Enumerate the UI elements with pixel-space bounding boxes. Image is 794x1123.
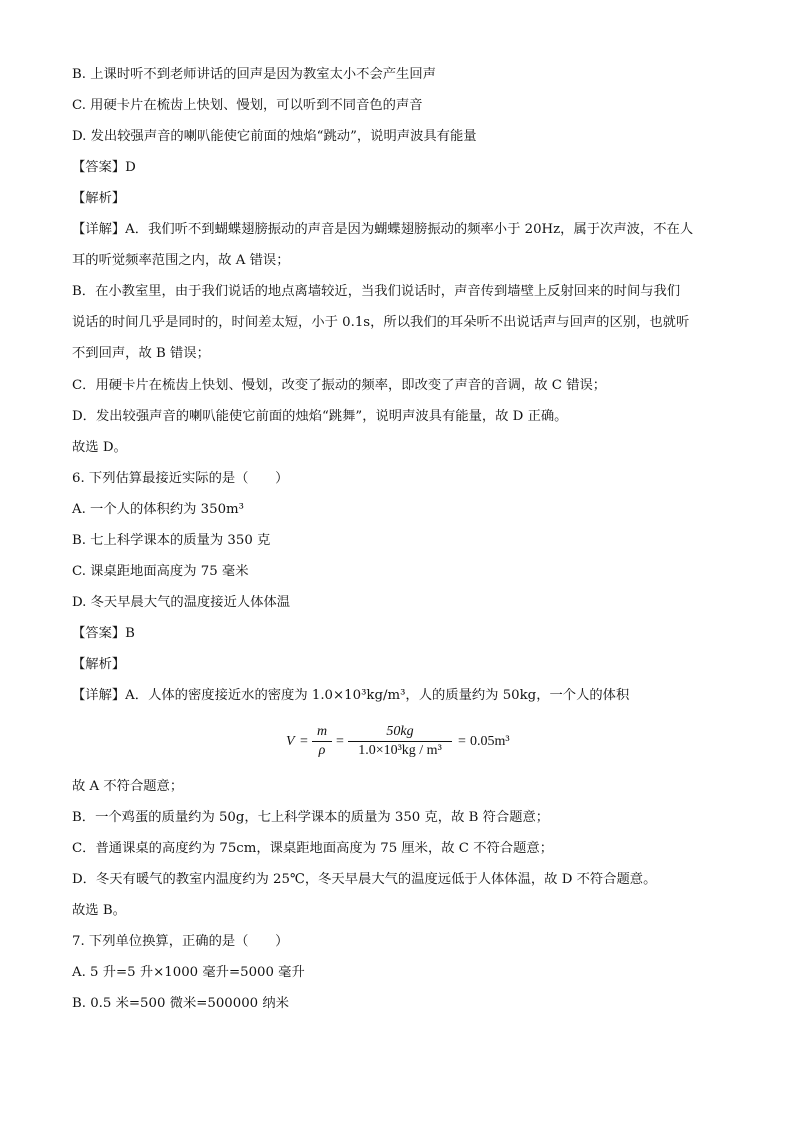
formula-equals-1: = [300,734,308,749]
text-line: D．冬天有暖气的教室内温度约为 25℃，冬天早晨大气的温度远低于人体体温，故 D 不符合题意。 [72,872,657,887]
formula-equals-2: = [336,734,344,749]
formula-fraction-1 [312,724,332,759]
text-line: 【答案】D [72,160,136,175]
formula-fraction-2-numerator: 50kg [386,724,414,739]
text-line: B. 七上科学课本的质量为 350 克 [72,533,271,548]
formula-fraction-1-denominator: ρ [318,743,326,758]
text-line: 【解析】 [72,657,126,672]
text-line: 故选 B。 [72,903,126,918]
text-line: C．普通课桌的高度约为 75cm，课桌距地面高度为 75 厘米，故 C 不符合题意； [72,841,553,856]
text-line: 不到回声，故 B 错误； [72,346,210,361]
text-line: B. 0.5 米=500 微米=500000 纳米 [72,996,289,1011]
text-line: C. 课桌距地面高度为 75 毫米 [72,564,249,579]
text-line: 【解析】 [72,191,126,206]
text-line: C. 用硬卡片在梳齿上快划、慢划，可以听到不同音色的声音 [72,98,423,113]
formula-fraction-2-denominator: 1.0×10³kg / m³ [358,743,442,758]
formula-lhs: V [286,734,295,749]
text-line: A. 5 升=5 升×1000 毫升=5000 毫升 [72,965,305,980]
text-line: 7. 下列单位换算，正确的是（ ） [72,934,289,949]
formula-result: 0.05m³ [470,734,510,749]
text-line: D．发出较强声音的喇叭能使它前面的烛焰“跳舞”，说明声波具有能量，故 D 正确。 [72,409,568,424]
text-line: 【答案】B [72,626,135,641]
text-line: 故 A 不符合题意； [72,779,184,794]
text-line: 说话的时间几乎是同时的，时间差太短，小于 0.1s，所以我们的耳朵听不出说话声与回声的区别，也就听 [72,315,690,330]
text-line: 故选 D。 [72,440,127,455]
formula-fraction-1-numerator: m [316,724,328,739]
text-line: A. 一个人的体积约为 350m³ [72,502,244,517]
formula-equals-3: = [458,734,466,749]
text-line: D. 发出较强声音的喇叭能使它前面的烛焰“跳动”，说明声波具有能量 [72,129,477,144]
text-line: 耳的听觉频率范围之内，故 A 错误； [72,253,290,268]
formula-fraction-2 [348,724,452,759]
text-line: D. 冬天早晨大气的温度接近人体体温 [72,595,291,610]
volume-formula [286,724,526,766]
text-line: 【详解】A．我们听不到蝴蝶翅膀振动的声音是因为蝴蝶翅膀振动的频率小于 20Hz，属于次声波，不在人 [72,222,694,237]
text-line: B．一个鸡蛋的质量约为 50g，七上科学课本的质量为 350 克，故 B 符合题意； [72,810,550,825]
text-line: B. 上课时听不到老师讲话的回声是因为教室太小不会产生回声 [72,67,436,82]
text-line: 【详解】A．人体的密度接近水的密度为 1.0×10³kg/m³，人的质量约为 50kg，一个人的体积 [72,688,630,703]
text-line: 6. 下列估算最接近实际的是（ ） [72,471,289,486]
text-line: C．用硬卡片在梳齿上快划、慢划，改变了振动的频率，即改变了声音的音调，故 C 错误； [72,378,607,393]
text-line: B．在小教室里，由于我们说话的地点离墙较近，当我们说话时，声音传到墙壁上反射回来的时间与我们 [72,284,681,299]
